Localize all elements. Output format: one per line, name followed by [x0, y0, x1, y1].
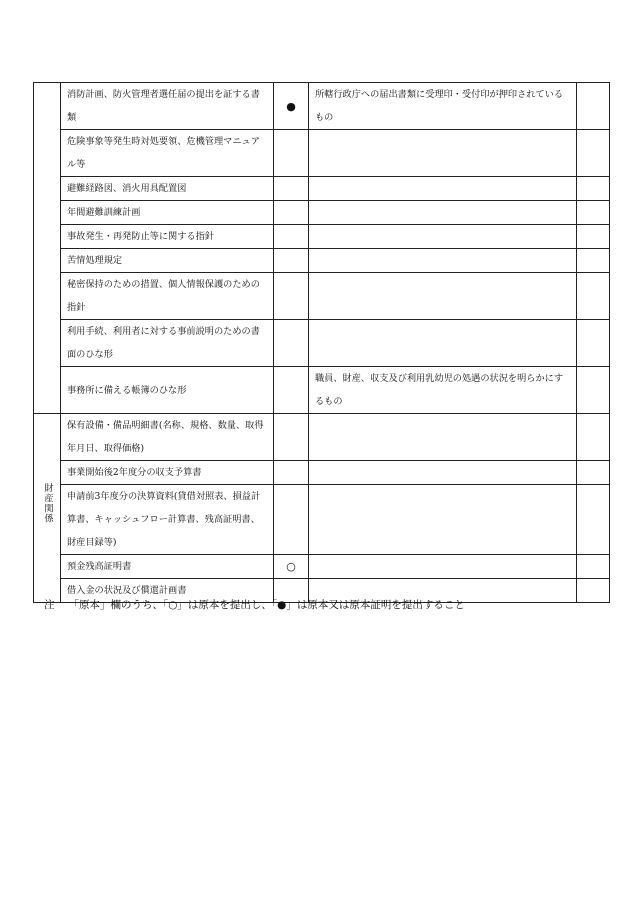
remark [309, 273, 577, 320]
remark [309, 485, 577, 555]
original-mark [274, 485, 309, 555]
document-name: 利用手続、利用者に対する事前説明のための書面のひな形 [61, 320, 274, 367]
table-row [34, 485, 610, 555]
original-mark [274, 414, 309, 461]
check-cell [577, 83, 610, 130]
footnote-text: 「原本」欄のうち、「○」は原本を提出し、「●」は原本又は原本証明を提出すること [68, 599, 465, 611]
original-mark [274, 273, 309, 320]
check-cell [577, 130, 610, 177]
remark [309, 225, 577, 249]
document-name: 事故発生・再発防止等に関する指針 [61, 225, 274, 249]
document-name: 申請前3年度分の決算資料(貸借対照表、損益計算書、キャッシュフロー計算書、残高証明書、財産目録等) [61, 485, 274, 555]
check-cell [577, 555, 610, 579]
original-mark [274, 320, 309, 367]
table-row [34, 461, 610, 485]
table-row [34, 130, 610, 177]
check-cell [577, 225, 610, 249]
remark [309, 320, 577, 367]
table-row [34, 367, 610, 414]
check-cell [577, 320, 610, 367]
remark [309, 555, 577, 579]
original-mark [274, 225, 309, 249]
original-mark [274, 367, 309, 414]
original-mark [274, 249, 309, 273]
original-mark [274, 461, 309, 485]
remark [309, 177, 577, 201]
remark [309, 249, 577, 273]
check-cell [577, 177, 610, 201]
remark: 職員、財産、収支及び利用乳幼児の処遇の状況を明らかにするもの [309, 367, 577, 414]
document-name: 危険事象等発生時対処要領、危機管理マニュアル等 [61, 130, 274, 177]
table-row [34, 320, 610, 367]
footnote-label: 注 [44, 599, 55, 611]
document-name: 事務所に備える帳簿のひな形 [61, 367, 274, 414]
document-name: 年間避難訓練計画 [61, 201, 274, 225]
document-name: 事業開始後2年度分の収支予算書 [61, 461, 274, 485]
document-name: 苦情処理規定 [61, 249, 274, 273]
remark [309, 201, 577, 225]
category-cell-blank [34, 83, 61, 414]
table-row [34, 225, 610, 249]
original-mark: ● [274, 83, 309, 130]
document-name: 借入金の状況及び償還計画書 [61, 579, 274, 603]
original-mark [274, 177, 309, 201]
table-row [34, 555, 610, 579]
document-name: 保有設備・備品明細書(名称、規格、数量、取得年月日、取得価格) [61, 414, 274, 461]
check-cell [577, 201, 610, 225]
required-documents-table [33, 82, 610, 603]
table-row [34, 414, 610, 461]
table-row [34, 273, 610, 320]
original-mark [274, 130, 309, 177]
table-row [34, 249, 610, 273]
remark [309, 461, 577, 485]
category-finance-label: 財産関係 [42, 483, 53, 524]
table-row [34, 83, 610, 130]
document-name: 預金残高証明書 [61, 555, 274, 579]
check-cell [577, 461, 610, 485]
original-mark [274, 201, 309, 225]
check-cell [577, 485, 610, 555]
remark [309, 130, 577, 177]
check-cell [577, 273, 610, 320]
document-name: 避難経路図、消火用具配置図 [61, 177, 274, 201]
category-finance [34, 414, 61, 603]
document-name: 消防計画、防火管理者選任届の提出を証する書類 [61, 83, 274, 130]
table-row [34, 177, 610, 201]
check-cell [577, 579, 610, 603]
check-cell [577, 249, 610, 273]
check-cell [577, 414, 610, 461]
remark: 所轄行政庁への届出書類に受理印・受付印が押印されているもの [309, 83, 577, 130]
document-name: 秘密保持のための措置、個人情報保護のための指針 [61, 273, 274, 320]
table-row [34, 201, 610, 225]
remark [309, 414, 577, 461]
original-mark: ○ [274, 555, 309, 579]
footnote [44, 597, 465, 612]
check-cell [577, 367, 610, 414]
